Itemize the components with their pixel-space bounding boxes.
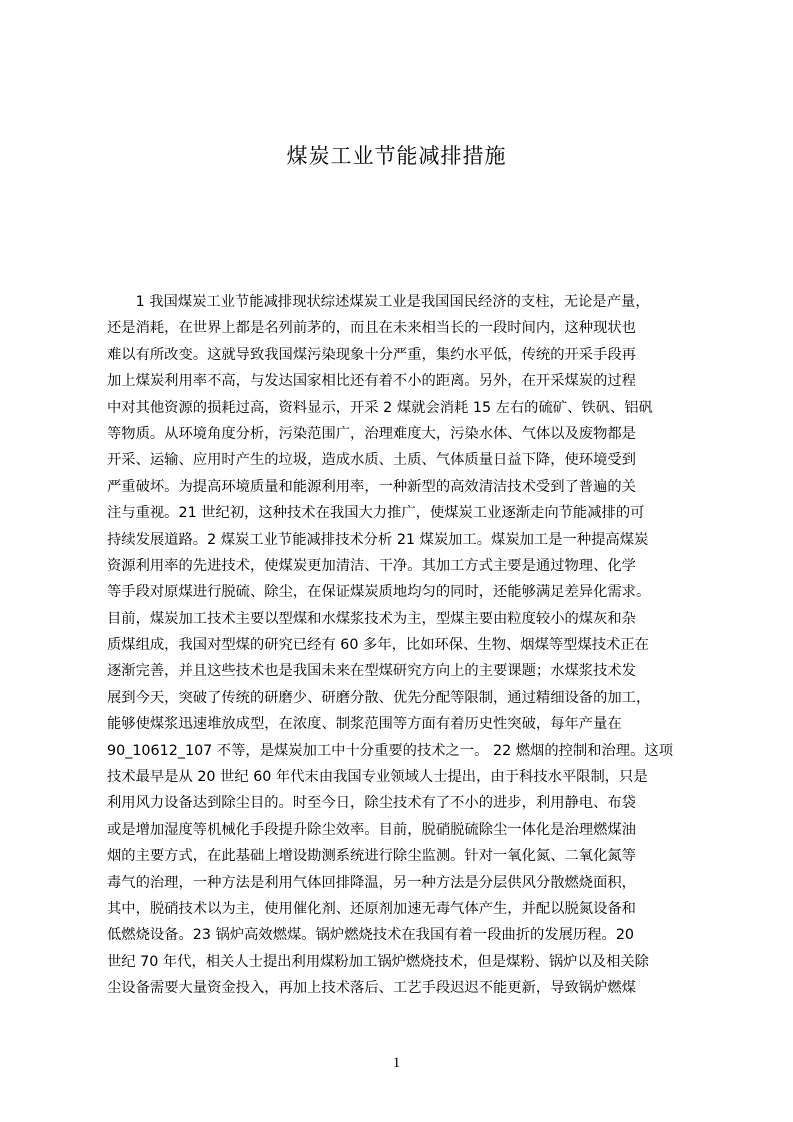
body-line: 加上煤炭利用率不高，与发达国家相比还有着不小的距离。另外，在开采煤炭的过程 [107, 373, 636, 390]
body-line: 能够使煤浆迅速堆放成型，在浓度、制浆范围等方面有着历史性突破，每年产量在 [107, 716, 622, 733]
body-line: 1 我国煤炭工业节能减排现状综述煤炭工业是我国国民经济的支柱，无论是产量， [107, 294, 650, 310]
body-line: 或是增加湿度等机械化手段提升除尘效率。目前，脱硝脱硫除尘一体化是治理燃煤油 [107, 821, 636, 838]
body-line: 资源利用率的先进技术，使煤炭更加清洁、干净。其加工方式主要是通过物理、化学 [107, 557, 636, 574]
body-line: 等手段对原煤进行脱硫、除尘，在保证煤炭质地均匀的同时，还能够满足差异化需求。 [107, 584, 651, 601]
body-line: 还是消耗，在世界上都是名列前茅的，而且在未来相当长的一段时间内，这种现状也 [107, 320, 636, 337]
body-line: 90_10612_107 不等，是煤炭加工中十分重要的技术之一。 22 燃烟的控制和治理。这项 [107, 742, 673, 759]
body-line: 持续发展道路。2 煤炭工业节能减排技术分析 21 煤炭加工。煤炭加工是一种提高煤炭 [107, 531, 649, 548]
body-line: 目前，煤炭加工技术主要以型煤和水煤浆技术为主，型煤主要由粒度较小的煤灰和杂 [107, 610, 636, 627]
body-line: 质煤组成，我国对型煤的研究已经有 60 多年，比如环保、生物、烟煤等型煤技术正在 [107, 637, 649, 654]
body-line: 中对其他资源的损耗过高，资料显示，开采 2 煤就会消耗 15 左右的硫矿、铁矾、铝矾 [107, 399, 653, 416]
body-line: 注与重视。21 世纪初，这种技术在我国大力推广，使煤炭工业逐渐走向节能减排的可 [107, 505, 645, 522]
body-line: 严重破坏。为提高环境质量和能源利用率，一种新型的高效清洁技术受到了普遍的关 [107, 478, 636, 495]
body-line: 展到今天，突破了传统的研磨少、研磨分散、优先分配等限制，通过精细设备的加工， [107, 689, 651, 706]
body-line: 难以有所改变。这就导致我国煤污染现象十分严重，集约水平低，传统的开采手段再 [107, 346, 636, 363]
body-line: 烟的主要方式，在此基础上增设勘测系统进行除尘监测。针对一氧化氮、二氧化氮等 [107, 848, 636, 865]
body-line: 技术最早是从 20 世纪 60 年代末由我国专业领域人士提出，由于科技水平限制，只是 [107, 769, 648, 786]
body-line: 开采、运输、应用时产生的垃圾，造成水质、土质、气体质量日益下降，使环境受到 [107, 452, 636, 469]
body-text [107, 289, 697, 1049]
page-number: 1 [392, 1055, 401, 1071]
body-line: 其中，脱硝技术以为主，使用催化剂、还原剂加速无毒气体产生，并配以脱氮设备和 [107, 900, 636, 917]
document-title: 煤炭工业节能减排措施 [286, 144, 507, 168]
body-line: 世纪 70 年代，相关人士提出利用煤粉加工锅炉燃烧技术，但是煤粉、锅炉以及相关除 [107, 953, 649, 970]
body-line: 低燃烧设备。23 锅炉高效燃煤。锅炉燃烧技术在我国有着一段曲折的发展历程。20 [107, 927, 635, 944]
body-line: 毒气的治理，一种方法是利用气体回排降温，另一种方法是分层供风分散燃烧面积， [107, 874, 636, 891]
body-line: 等物质。从环境角度分析，污染范围广，治理难度大，污染水体、气体以及废物都是 [107, 425, 636, 442]
body-line: 尘设备需要大量资金投入，再加上技术落后、工艺手段迟迟不能更新，导致锅炉燃煤 [107, 980, 636, 997]
body-line: 利用风力设备达到除尘目的。时至今日，除尘技术有了不小的进步，利用静电、布袋 [107, 795, 636, 812]
body-line: 逐渐完善，并且这些技术也是我国未来在型煤研究方向上的主要课题；水煤浆技术发 [107, 663, 636, 680]
